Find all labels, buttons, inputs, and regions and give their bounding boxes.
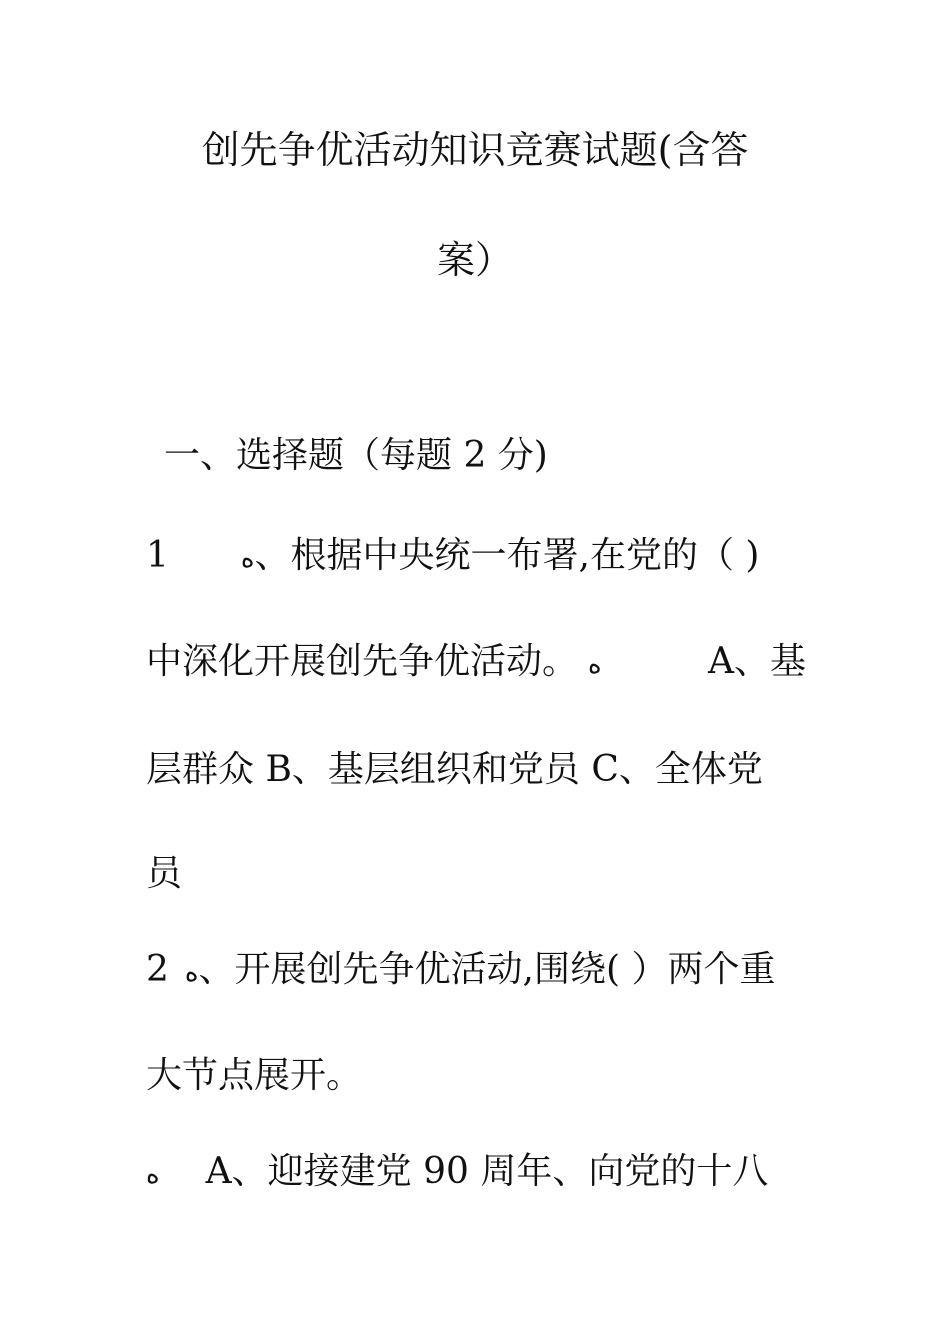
question-1-line-2-text: 中深化开展创先争优活动。 <box>146 641 579 682</box>
question-2-option-a-text: A、迎接建党 90 周年、向党的十八 <box>205 1151 769 1192</box>
question-2-line-2: 大节点展开。 <box>146 1055 363 1096</box>
question-1-number: 1 <box>146 535 169 576</box>
document-title-line-1: 创先争优活动知识竞赛试题(含答 <box>201 128 749 172</box>
question-1-line-2 <box>146 640 806 687</box>
question-2-number: 2 <box>146 949 169 990</box>
question-1-text: 、根据中央统一布署,在党的（ ) <box>254 535 760 576</box>
question-1-line-2-mark: ﻩ <box>588 650 602 680</box>
question-1-options-line-end: 员 <box>146 853 183 894</box>
document-title-line-2: 案） <box>436 238 513 282</box>
question-2-line-1 <box>146 948 806 995</box>
question-1-options-line: 层群众 B、基层组织和党员 C、全体党 <box>146 749 763 790</box>
question-1-mark: ﻩ <box>240 544 255 574</box>
question-1-option-a: A、基 <box>708 641 806 682</box>
question-2-mark: ﻩ <box>184 958 199 988</box>
question-1-line-1 <box>146 534 806 581</box>
section-heading: 一、选择题（每题 2 分) <box>164 435 548 476</box>
question-2-option-mark: ﻩ <box>146 1160 160 1190</box>
question-2-text: 、开展创先争优活动,围绕( ）两个重 <box>198 949 776 990</box>
question-2-option-a-line <box>146 1150 806 1197</box>
